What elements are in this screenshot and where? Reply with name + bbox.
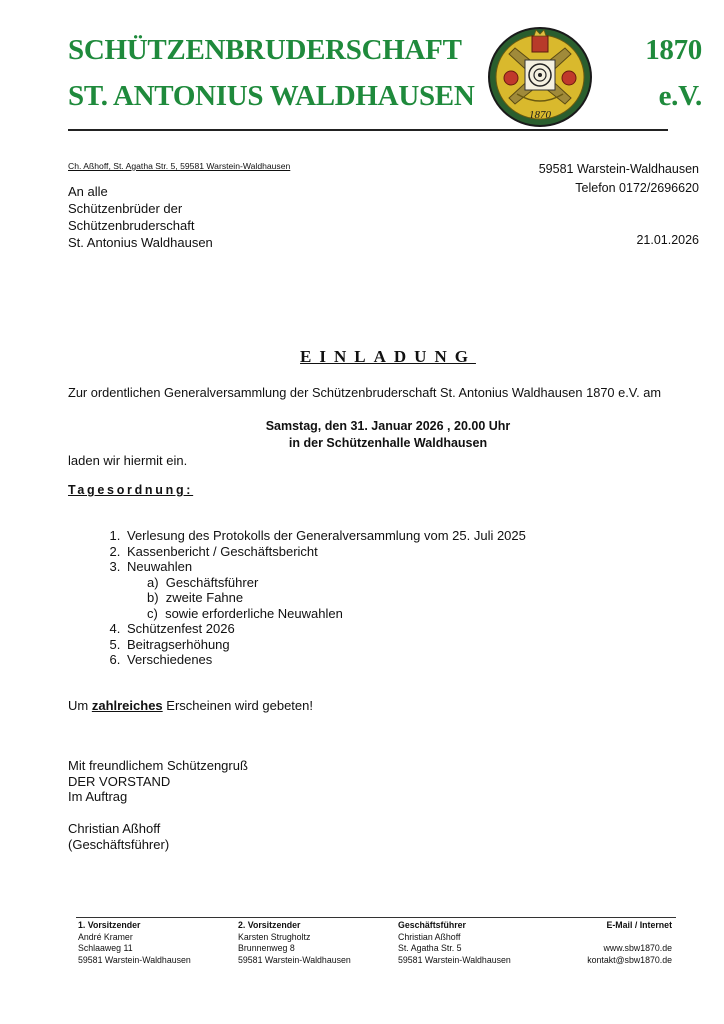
recipient-line: An alle: [68, 184, 108, 199]
footer-col-contact: [540, 920, 672, 966]
brotherhood-emblem-icon: [487, 26, 593, 128]
footer-col-vice-chair: [238, 920, 351, 966]
agenda-item-text: Neuwahlen: [127, 559, 193, 574]
footer-line: Karsten Strugholtz: [238, 931, 311, 942]
agenda-subitem: [147, 606, 526, 622]
agenda-subitem-letter: c): [147, 605, 158, 621]
agenda-subitem-text: sowie erforderliche Neuwahlen: [165, 605, 343, 621]
org-name-line2: ST. ANTONIUS WALDHAUSEN: [68, 80, 475, 112]
agenda-item: [124, 637, 526, 653]
greeting-line: DER VORSTAND: [68, 773, 171, 789]
event-location: in der Schützenhalle Waldhausen: [288, 436, 488, 450]
footer-line: 59581 Warstein-Waldhausen: [398, 954, 511, 965]
closing-sentence: [68, 697, 313, 714]
footer-line: 59581 Warstein-Waldhausen: [78, 954, 191, 965]
footer-divider: [76, 917, 676, 918]
signature-name: Christian Aßhoff: [68, 821, 161, 836]
agenda-sublist: [127, 575, 526, 622]
sender-line: Ch. Aßhoff, St. Agatha Str. 5, 59581 Warstein-Waldhausen: [68, 161, 291, 171]
footer-heading: 2. Vorsitzender: [238, 920, 301, 930]
agenda-subitem: [147, 575, 526, 591]
agenda-item: [124, 621, 526, 637]
founding-year: 1870: [645, 34, 702, 66]
intro-text: Zur ordentlichen Generalversammlung der Schützenbruderschaft St. Antonius Waldhausen 1870 e.V. am: [68, 385, 662, 400]
footer-line: Brunnenweg 8: [238, 943, 295, 953]
footer-line: Christian Aßhoff: [398, 931, 461, 942]
agenda-subitem-text: zweite Fahne: [165, 590, 244, 605]
agenda-list: [68, 528, 526, 668]
emblem-year: 1870: [529, 109, 551, 121]
agenda-item-text: Kassenbericht / Geschäftsbericht: [127, 543, 318, 559]
agenda-item-text: Verschiedenes: [127, 652, 213, 667]
agenda-subitem-letter: a): [147, 574, 159, 590]
header-divider: [68, 129, 668, 131]
recipient-line: Schützenbruderschaft: [68, 218, 195, 233]
agenda-item-text: Verlesung des Protokolls der Generalversammlung vom 25. Juli 2025: [127, 528, 526, 543]
letter-date: 21.01.2026: [636, 233, 699, 247]
signature-block: [68, 821, 169, 852]
footer-col-manager: [398, 920, 511, 966]
footer-spacer: [540, 932, 672, 944]
footer-email-link[interactable]: kontakt@sbw1870.de: [587, 954, 672, 965]
footer-line: St. Agatha Str. 5: [398, 943, 462, 953]
letter-title: EINLADUNG: [300, 347, 476, 366]
agenda-item: [124, 652, 526, 668]
agenda-item: [124, 528, 526, 544]
agenda-item: [124, 544, 526, 560]
greeting-block: [68, 758, 248, 805]
agenda-item: [124, 559, 526, 621]
agenda-item-text: Schützenfest 2026: [127, 621, 235, 636]
recipient-line: Schützenbrüder der: [68, 201, 183, 216]
agenda-subitem-letter: b): [147, 590, 159, 605]
greeting-line: Mit freundlichem Schützengruß: [68, 758, 248, 773]
event-date-time: Samstag, den 31. Januar 2026 , 20.00 Uhr: [265, 419, 511, 433]
footer-heading: Geschäftsführer: [398, 920, 466, 930]
footer-col-chair: [78, 920, 191, 966]
greeting-line: Im Auftrag: [68, 789, 128, 804]
recipient-line: St. Antonius Waldhausen: [68, 235, 213, 250]
recipient-block: [68, 183, 213, 251]
invite-text: laden wir hiermit ein.: [68, 453, 188, 468]
footer-heading: E-Mail / Internet: [606, 920, 672, 930]
closing-emphasis: zahlreiches: [91, 698, 163, 713]
footer-heading: 1. Vorsitzender: [78, 920, 141, 930]
sender-phone: Telefon 0172/2696620: [575, 181, 699, 195]
sender-location: 59581 Warstein-Waldhausen: [538, 162, 699, 176]
closing-pre: Um: [68, 698, 92, 713]
footer-line: Schlaaweg 11: [78, 943, 133, 953]
footer-line: André Kramer: [78, 931, 133, 942]
closing-post: Erscheinen wird gebeten!: [162, 698, 313, 713]
org-name-line1: SCHÜTZENBRUDERSCHAFT: [68, 34, 462, 66]
org-suffix: e.V.: [658, 80, 702, 112]
agenda-subitem: [147, 590, 526, 606]
footer-line: 59581 Warstein-Waldhausen: [238, 954, 351, 965]
agenda-item-text: Beitragserhöhung: [127, 636, 230, 652]
agenda-subitem-text: Geschäftsführer: [165, 574, 259, 590]
footer-website-link[interactable]: www.sbw1870.de: [603, 943, 672, 953]
signature-role: (Geschäftsführer): [68, 836, 170, 852]
agenda-heading: Tagesordnung:: [68, 483, 194, 497]
